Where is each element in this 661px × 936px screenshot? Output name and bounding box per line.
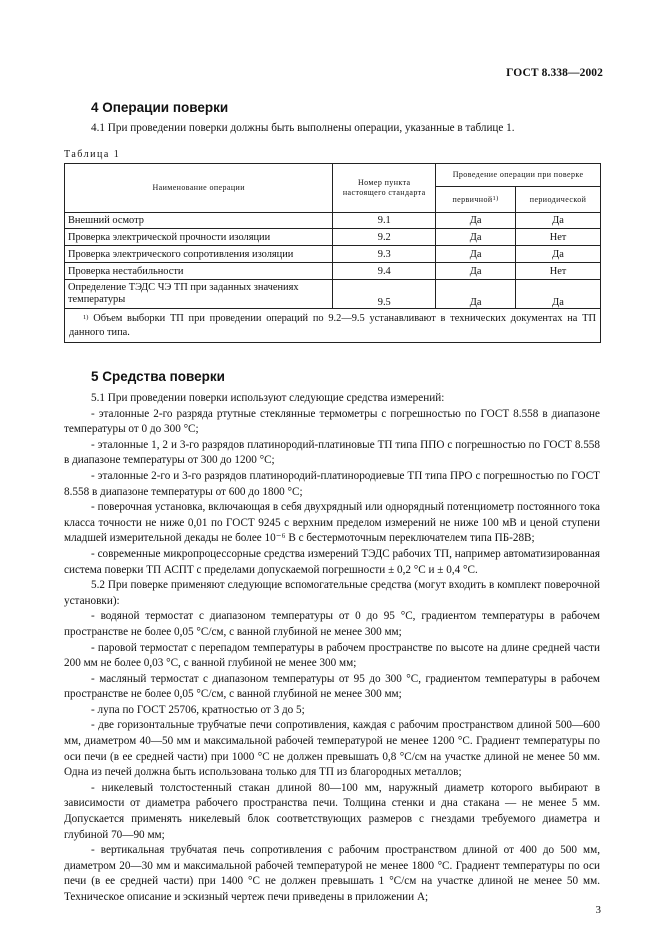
list-item: - эталонные 1, 2 и 3-го разрядов платинородий-платиновые ТП типа ППО с погрешностью по ГОСТ 8.558 в диапазоне температуры от 300 до 1200 °С; [64,438,600,467]
paragraph-5-1: 5.1 При проведении поверки используют следующие средства измерений: [91,392,445,404]
document-id: ГОСТ 8.338—2002 [506,67,603,79]
table-footnote-row [65,309,601,343]
list-item: - масляный термостат с диапазоном температуры от 95 до 300 °С, градиентом температуры в рабочем пространстве не более 0,05 °С/см, с ванной глубиной не менее 300 мм; [64,672,600,701]
row-name: Проверка электрической прочности изоляции [65,229,333,246]
list-item: - эталонные 2-го и 3-го разрядов платинородий-платинородиевые ТП типа ПРО с погрешностью по ГОСТ 8.558 в диапазоне температуры от 600 до 1800 °С; [64,469,600,498]
row-primary: Да [436,213,516,229]
list-item: - водяной термостат с диапазоном температуры от 0 до 95 °С, градиентом температуры в рабочем пространстве не более 0,05 °С/см, с ванной глубиной не менее 300 мм; [64,610,600,638]
table-row [65,263,601,280]
row-periodic: Нет [516,229,601,246]
header-operation: Наименование операции [65,164,333,213]
list-item: - поверочная установка, включающая в себя двухрядный или однорядный потенциометр постоянного тока класса точности не ниже 0,01 по ГОСТ 9245 с верхним пределом измерений не ниже 100 мВ и ценой ступени младшей измерительной декады не более 10⁻⁶ В с бестермоточным переключателем типа ПБ-28В; [64,501,600,545]
row-periodic: Нет [516,263,601,280]
list-item: - никелевый толстостенный стакан длиной 80—100 мм, наружный диаметр которого выбирают в зависимости от диаметра рабочего пространства печи. Толщина стенки и дна стакана — не менее 5 мм. Допускается применять никелевый блок соответствующих размеров с гнездами требуемого диаметра и глубиной 70—90 мм; [64,781,600,841]
header-periodic: периодической [516,187,601,213]
table-row [65,213,601,229]
row-name: Определение ТЭДС ЧЭ ТП при заданных значениях температуры [65,280,333,309]
paragraph-4-1: 4.1 При проведении поверки должны быть выполнены операции, указанные в таблице 1. [91,122,515,134]
row-clause: 9.5 [333,280,436,309]
row-name: Проверка нестабильности [65,263,333,280]
section-4-title: 4 Операции поверки [91,100,229,115]
table-footnote: $^{1)}$ Объем выборки ТП при проведении операций по 9.2—9.5 устанавливают в технических документах на ТП данного типа. [65,309,601,343]
list-item: - вертикальная трубчатая печь сопротивления с рабочим пространством длиной от 400 до 500 мм, диаметром 20—30 мм и максимальной рабочей температурой не менее 1800 °С. Градиент температуры по оси печи (в ее средней части) при 1400 °С не должен превышать 1 °С/см на участке длиной не менее 50 мм. Техническое описание и эскизный чертеж печи приведены в приложении А; [64,844,600,903]
list-item: - паровой термостат с перепадом температуры в рабочем пространстве по высоте на длине средней части 200 мм не более 0,03 °С, с ванной глубиной не менее 300 мм; [64,641,600,670]
row-clause: 9.4 [333,263,436,280]
row-name: Внешний осмотр [65,213,333,229]
list-item: - современные микропроцессорные средства измерений ТЭДС рабочих ТП, например автоматизированная система поверки ТП АСПТ с пределами допускаемой погрешности ± 0,2 °С и ± 0,4 °С. [64,547,600,576]
list-item: - эталонные 2-го разряда ртутные стеклянные термометры с погрешностью по ГОСТ 8.558 в диапазоне температуры от 0 до 300 °С; [64,407,600,436]
row-periodic: Да [516,213,601,229]
row-clause: 9.1 [333,213,436,229]
page-number: 3 [595,904,601,916]
section-5-title: 5 Средства поверки [91,369,225,384]
header-verification: Проведение операции при поверке [436,164,601,187]
row-name: Проверка электрического сопротивления изоляции [65,246,333,263]
section-5-body [0,391,661,906]
paragraph-5-2: 5.2 При поверке применяют следующие вспомогательные средства (могут входить в комплект поверочной установки): [64,579,600,607]
row-primary: Да [436,280,516,309]
row-primary: Да [436,246,516,263]
table-1 [64,163,601,343]
header-clause: Номер пункта настоящего стандарта [333,164,436,213]
row-periodic: Да [516,246,601,263]
list-item: - две горизонтальные трубчатые печи сопротивления, каждая с рабочим пространством длиной 500—600 мм, диаметром 40—50 мм и максимальной рабочей температурой не менее 1200 °С. Градиент температуры по оси печи (в ее средней части) при 1000 °С не должен превышать 0,8 °С/см на участке длиной не менее 50 мм. Одна из печей должна быть использована только для ТП из благородных металлов; [64,719,600,779]
row-clause: 9.2 [333,229,436,246]
table-row [65,229,601,246]
row-clause: 9.3 [333,246,436,263]
header-primary: первичной$^{1)}$ [436,187,516,213]
row-primary: Да [436,229,516,246]
table-row [65,246,601,263]
table-row [65,280,601,309]
row-periodic: Да [516,280,601,309]
table-caption: Таблица 1 [64,149,121,160]
list-item: - лупа по ГОСТ 25706, кратностью от 3 до 5; [91,703,305,716]
row-primary: Да [436,263,516,280]
